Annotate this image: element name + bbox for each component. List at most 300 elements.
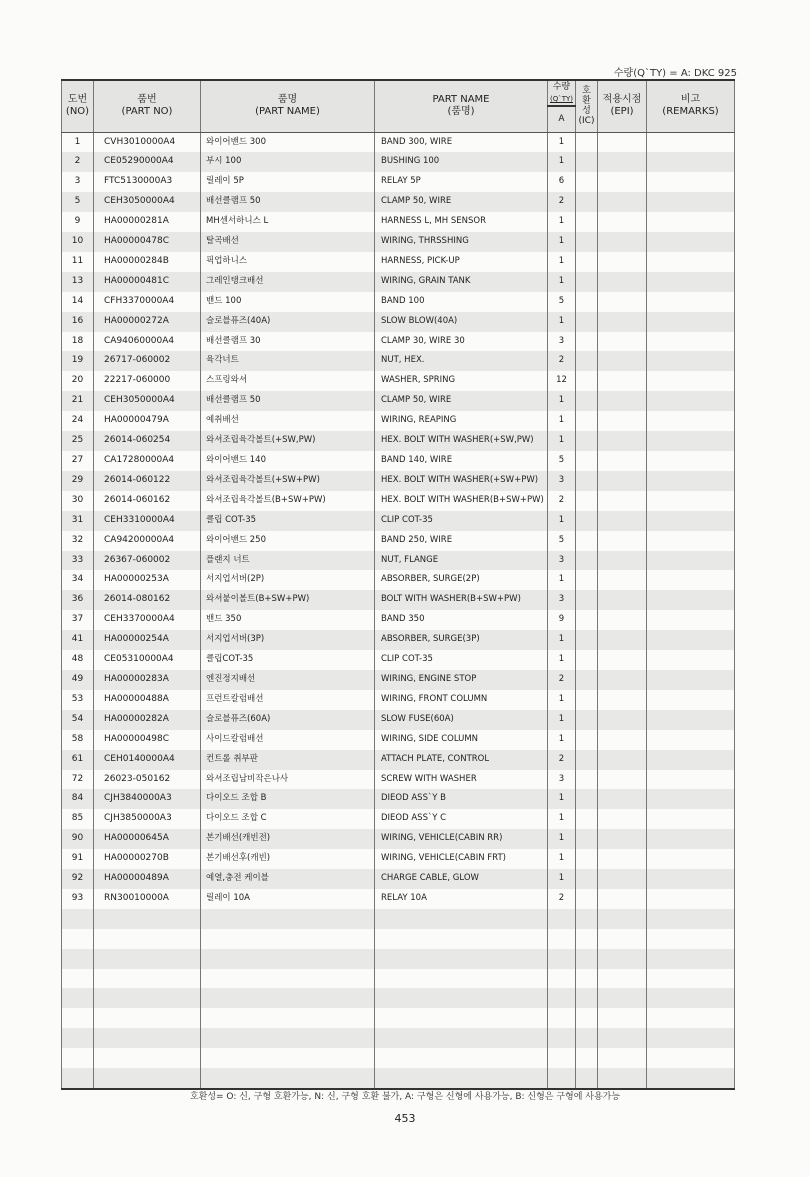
row-part-name-ko: 육각너트 [201, 351, 375, 371]
row-ic [576, 272, 598, 292]
row-remarks [647, 212, 735, 232]
row-qty: 1 [548, 391, 576, 411]
row-part-name-en: CLAMP 50, WIRE [375, 391, 548, 411]
row-qty: 1 [548, 411, 576, 431]
row-qty: 1 [548, 869, 576, 889]
row-no: 91 [62, 849, 94, 869]
row-qty: 1 [548, 511, 576, 531]
row-part-no: CEH3050000A4 [94, 391, 201, 411]
row-ic [576, 988, 598, 1008]
table-row [62, 471, 735, 491]
parts-table-body [62, 132, 735, 1089]
row-part-name-ko [201, 949, 375, 969]
row-part-no: 26367-060002 [94, 551, 201, 571]
row-part-no: HA00000478C [94, 232, 201, 252]
table-row [62, 690, 735, 710]
row-remarks [647, 332, 735, 352]
row-no: 24 [62, 411, 94, 431]
row-no: 30 [62, 491, 94, 511]
row-epi [598, 869, 647, 889]
row-part-no: 26014-080162 [94, 590, 201, 610]
row-part-name-ko [201, 1048, 375, 1068]
row-part-no: CEH0140000A4 [94, 750, 201, 770]
row-no: 14 [62, 292, 94, 312]
row-ic [576, 551, 598, 571]
row-qty: 1 [548, 431, 576, 451]
row-remarks [647, 351, 735, 371]
row-epi [598, 531, 647, 551]
row-epi [598, 969, 647, 989]
row-part-no: 26014-060162 [94, 491, 201, 511]
row-remarks [647, 511, 735, 531]
row-part-name-en: ABSORBER, SURGE(2P) [375, 570, 548, 590]
row-no: 54 [62, 710, 94, 730]
row-no: 29 [62, 471, 94, 491]
row-qty: 1 [548, 809, 576, 829]
row-epi [598, 789, 647, 809]
row-epi [598, 1028, 647, 1048]
row-remarks [647, 152, 735, 172]
row-part-name-en: SLOW FUSE(60A) [375, 710, 548, 730]
row-ic [576, 531, 598, 551]
row-part-name-ko: 클립COT-35 [201, 650, 375, 670]
row-qty [548, 1048, 576, 1068]
row-part-no: 26014-060122 [94, 471, 201, 491]
row-epi [598, 252, 647, 272]
table-row [62, 292, 735, 312]
table-row [62, 750, 735, 770]
row-remarks [647, 411, 735, 431]
row-part-name-ko: 컨트롤 취부판 [201, 750, 375, 770]
row-part-name-en: WIRING, ENGINE STOP [375, 670, 548, 690]
row-epi [598, 710, 647, 730]
row-part-name-en: NUT, HEX. [375, 351, 548, 371]
row-qty: 1 [548, 829, 576, 849]
row-part-no: CEH3310000A4 [94, 511, 201, 531]
row-part-name-ko: 와셔조립육각볼트(+SW+PW) [201, 471, 375, 491]
row-part-no [94, 929, 201, 949]
table-row [62, 1028, 735, 1048]
row-epi [598, 431, 647, 451]
table-row [62, 152, 735, 172]
row-part-name-en: CLIP COT-35 [375, 511, 548, 531]
row-part-name-ko: 와이어밴드 140 [201, 451, 375, 471]
row-remarks [647, 172, 735, 192]
row-no: 37 [62, 610, 94, 630]
row-part-name-en [375, 1008, 548, 1028]
row-qty [548, 988, 576, 1008]
row-epi [598, 949, 647, 969]
row-remarks [647, 949, 735, 969]
row-remarks [647, 192, 735, 212]
row-part-no [94, 949, 201, 969]
row-part-no [94, 969, 201, 989]
row-no: 33 [62, 551, 94, 571]
row-epi [598, 292, 647, 312]
row-qty: 2 [548, 889, 576, 909]
row-part-name-ko: 예취배선 [201, 411, 375, 431]
row-epi [598, 570, 647, 590]
row-qty: 5 [548, 292, 576, 312]
row-part-name-en: SCREW WITH WASHER [375, 770, 548, 790]
table-row [62, 371, 735, 391]
row-part-name-ko: 슬로블퓨즈(60A) [201, 710, 375, 730]
row-remarks [647, 371, 735, 391]
row-ic [576, 451, 598, 471]
row-no: 48 [62, 650, 94, 670]
header-part-no: 품번 (PART NO) [94, 80, 201, 132]
row-remarks [647, 610, 735, 630]
header-part-name-ko: 품명 (PART NAME) [201, 80, 375, 132]
row-part-no: HA00000489A [94, 869, 201, 889]
table-row [62, 1008, 735, 1028]
row-part-name-en: BAND 140, WIRE [375, 451, 548, 471]
row-part-no: HA00000479A [94, 411, 201, 431]
row-no: 49 [62, 670, 94, 690]
row-part-name-en: ABSORBER, SURGE(3P) [375, 630, 548, 650]
row-no: 19 [62, 351, 94, 371]
row-ic [576, 471, 598, 491]
row-remarks [647, 451, 735, 471]
row-remarks [647, 829, 735, 849]
row-no: 72 [62, 770, 94, 790]
row-part-name-ko [201, 969, 375, 989]
row-ic [576, 1048, 598, 1068]
row-part-no [94, 909, 201, 929]
row-no: 10 [62, 232, 94, 252]
row-remarks [647, 1048, 735, 1068]
row-part-name-ko: 릴레이 10A [201, 889, 375, 909]
row-no: 9 [62, 212, 94, 232]
table-row [62, 212, 735, 232]
row-remarks [647, 849, 735, 869]
row-qty [548, 1068, 576, 1089]
row-remarks [647, 988, 735, 1008]
row-remarks [647, 889, 735, 909]
row-part-name-ko: 배선클램프 50 [201, 192, 375, 212]
row-epi [598, 172, 647, 192]
row-part-name-ko: 와셔붙이볼트(B+SW+PW) [201, 590, 375, 610]
row-no: 41 [62, 630, 94, 650]
row-qty: 1 [548, 132, 576, 152]
row-epi [598, 232, 647, 252]
row-remarks [647, 750, 735, 770]
row-part-name-en: DIEOD ASS`Y B [375, 789, 548, 809]
row-part-name-ko: 픽업하니스 [201, 252, 375, 272]
row-ic [576, 750, 598, 770]
row-ic [576, 690, 598, 710]
row-ic [576, 809, 598, 829]
row-no: 27 [62, 451, 94, 471]
row-qty: 3 [548, 332, 576, 352]
row-part-name-en [375, 969, 548, 989]
row-part-no: HA00000272A [94, 312, 201, 332]
row-part-name-en: HEX. BOLT WITH WASHER(+SW+PW) [375, 471, 548, 491]
row-part-name-en: CLIP COT-35 [375, 650, 548, 670]
row-no: 31 [62, 511, 94, 531]
row-epi [598, 272, 647, 292]
table-row [62, 172, 735, 192]
row-ic [576, 431, 598, 451]
row-part-name-en: HEX. BOLT WITH WASHER(+SW,PW) [375, 431, 548, 451]
row-part-name-en [375, 1068, 548, 1089]
table-row [62, 610, 735, 630]
row-part-no: CA94060000A4 [94, 332, 201, 352]
row-remarks [647, 650, 735, 670]
row-epi [598, 630, 647, 650]
row-part-name-en: HARNESS L, MH SENSOR [375, 212, 548, 232]
row-qty: 5 [548, 451, 576, 471]
table-row [62, 730, 735, 750]
row-remarks [647, 909, 735, 929]
table-row [62, 351, 735, 371]
row-ic [576, 670, 598, 690]
row-part-name-en [375, 1028, 548, 1048]
row-epi [598, 491, 647, 511]
row-epi [598, 610, 647, 630]
row-remarks [647, 292, 735, 312]
table-row [62, 431, 735, 451]
row-remarks [647, 570, 735, 590]
row-epi [598, 371, 647, 391]
row-epi [598, 1048, 647, 1068]
row-qty: 1 [548, 789, 576, 809]
row-no [62, 969, 94, 989]
row-remarks [647, 312, 735, 332]
row-part-name-en: RELAY 10A [375, 889, 548, 909]
row-ic [576, 132, 598, 152]
row-remarks [647, 491, 735, 511]
row-part-name-en: WIRING, VEHICLE(CABIN RR) [375, 829, 548, 849]
page-number: 453 [394, 1112, 416, 1125]
table-row [62, 969, 735, 989]
row-ic [576, 192, 598, 212]
row-part-no [94, 988, 201, 1008]
row-qty: 1 [548, 710, 576, 730]
row-epi [598, 590, 647, 610]
row-ic [576, 312, 598, 332]
row-no: 58 [62, 730, 94, 750]
table-row [62, 192, 735, 212]
row-part-no: HA00000253A [94, 570, 201, 590]
row-part-name-ko: 와셔조립남비작은나사 [201, 770, 375, 790]
row-remarks [647, 1028, 735, 1048]
row-part-name-en: CLAMP 30, WIRE 30 [375, 332, 548, 352]
row-qty: 1 [548, 630, 576, 650]
row-ic [576, 232, 598, 252]
row-ic [576, 969, 598, 989]
row-part-name-ko [201, 1028, 375, 1048]
row-part-name-en: NUT, FLANGE [375, 551, 548, 571]
table-row [62, 909, 735, 929]
row-ic [576, 630, 598, 650]
row-qty [548, 969, 576, 989]
row-no [62, 909, 94, 929]
row-epi [598, 889, 647, 909]
table-row [62, 988, 735, 1008]
row-epi [598, 670, 647, 690]
row-ic [576, 829, 598, 849]
row-ic [576, 590, 598, 610]
row-part-name-ko: 밴드 350 [201, 610, 375, 630]
row-part-name-ko: 클립 COT-35 [201, 511, 375, 531]
row-ic [576, 789, 598, 809]
row-epi [598, 770, 647, 790]
row-part-name-en [375, 988, 548, 1008]
row-epi [598, 551, 647, 571]
row-part-name-ko: 프런트칼럼배선 [201, 690, 375, 710]
row-part-name-ko: 그레인탱크배선 [201, 272, 375, 292]
row-part-no: CEH3050000A4 [94, 192, 201, 212]
row-part-name-ko: 와셔조립육각볼트(B+SW+PW) [201, 491, 375, 511]
row-part-name-ko: 슬로블퓨즈(40A) [201, 312, 375, 332]
header-no: 도번 (NO) [62, 80, 94, 132]
row-no: 13 [62, 272, 94, 292]
row-epi [598, 829, 647, 849]
row-remarks [647, 690, 735, 710]
table-row [62, 670, 735, 690]
row-part-name-en: BAND 300, WIRE [375, 132, 548, 152]
row-ic [576, 1068, 598, 1089]
row-no: 1 [62, 132, 94, 152]
row-epi [598, 1008, 647, 1028]
row-part-name-en: BAND 350 [375, 610, 548, 630]
row-epi [598, 849, 647, 869]
row-part-name-ko: 탈곡배선 [201, 232, 375, 252]
row-part-name-en: DIEOD ASS`Y C [375, 809, 548, 829]
row-qty: 1 [548, 252, 576, 272]
row-part-name-en [375, 949, 548, 969]
row-no: 53 [62, 690, 94, 710]
row-no: 61 [62, 750, 94, 770]
table-row [62, 789, 735, 809]
row-part-name-ko [201, 1008, 375, 1028]
row-epi [598, 212, 647, 232]
row-remarks [647, 252, 735, 272]
row-no: 85 [62, 809, 94, 829]
row-no [62, 929, 94, 949]
row-part-name-ko: 배선클램프 50 [201, 391, 375, 411]
row-epi [598, 411, 647, 431]
row-ic [576, 650, 598, 670]
row-qty: 5 [548, 531, 576, 551]
row-ic [576, 252, 598, 272]
row-no: 92 [62, 869, 94, 889]
table-row [62, 272, 735, 292]
row-part-name-ko: 부시 100 [201, 152, 375, 172]
row-ic [576, 351, 598, 371]
row-qty [548, 929, 576, 949]
row-part-name-ko [201, 1068, 375, 1089]
row-part-no: HA00000281A [94, 212, 201, 232]
row-qty: 1 [548, 690, 576, 710]
row-ic [576, 869, 598, 889]
row-no: 11 [62, 252, 94, 272]
row-no: 21 [62, 391, 94, 411]
row-part-name-en: WIRING, FRONT COLUMN [375, 690, 548, 710]
table-row [62, 491, 735, 511]
table-row [62, 312, 735, 332]
row-qty: 6 [548, 172, 576, 192]
row-remarks [647, 770, 735, 790]
row-part-name-ko: 다이오드 조합 B [201, 789, 375, 809]
header-qty-a: A [548, 106, 576, 132]
row-part-no: CJH3840000A3 [94, 789, 201, 809]
row-qty: 1 [548, 730, 576, 750]
row-qty: 12 [548, 371, 576, 391]
row-part-name-ko: 서지업서버(3P) [201, 630, 375, 650]
row-ic [576, 730, 598, 750]
row-ic [576, 570, 598, 590]
row-remarks [647, 670, 735, 690]
parts-table [61, 79, 735, 1090]
row-part-no: CFH3370000A4 [94, 292, 201, 312]
header-ic: 호 환 성 (IC) [576, 80, 598, 132]
row-no: 93 [62, 889, 94, 909]
row-qty [548, 1008, 576, 1028]
row-remarks [647, 730, 735, 750]
row-part-no: FTC5130000A3 [94, 172, 201, 192]
row-part-no: CA17280000A4 [94, 451, 201, 471]
row-part-name-ko: 배선클램프 30 [201, 332, 375, 352]
row-qty [548, 949, 576, 969]
row-ic [576, 949, 598, 969]
row-remarks [647, 1008, 735, 1028]
row-part-name-ko: 예열,충전 케이블 [201, 869, 375, 889]
row-part-name-ko: 본기배선(캐빈전) [201, 829, 375, 849]
row-part-name-ko [201, 909, 375, 929]
row-no: 36 [62, 590, 94, 610]
row-part-name-en: BUSHING 100 [375, 152, 548, 172]
row-epi [598, 1068, 647, 1089]
row-qty: 2 [548, 491, 576, 511]
compatibility-footnote: 호환성= O: 신, 구형 호환가능, N: 신, 구형 호환 불가, A: 구형은 신형에 사용가능, B: 신형은 구형에 사용가능 [189, 1092, 621, 1102]
table-row [62, 650, 735, 670]
row-part-name-ko: 사이드칼럼배선 [201, 730, 375, 750]
row-qty: 3 [548, 551, 576, 571]
row-remarks [647, 590, 735, 610]
row-no: 18 [62, 332, 94, 352]
row-part-name-ko [201, 988, 375, 1008]
row-ic [576, 929, 598, 949]
table-row [62, 929, 735, 949]
table-row [62, 1048, 735, 1068]
row-no: 34 [62, 570, 94, 590]
row-qty: 1 [548, 312, 576, 332]
row-part-name-ko [201, 929, 375, 949]
row-epi [598, 192, 647, 212]
row-qty: 1 [548, 570, 576, 590]
row-part-name-en: BAND 250, WIRE [375, 531, 548, 551]
row-no [62, 949, 94, 969]
row-part-name-en: WIRING, VEHICLE(CABIN FRT) [375, 849, 548, 869]
row-qty: 1 [548, 152, 576, 172]
header-epi: 적용시점 (EPI) [598, 80, 647, 132]
row-epi [598, 809, 647, 829]
row-part-no: HA00000282A [94, 710, 201, 730]
row-part-no: CEH3370000A4 [94, 610, 201, 630]
row-part-no: HA00000645A [94, 829, 201, 849]
row-part-no: HA00000488A [94, 690, 201, 710]
row-part-no: CE05290000A4 [94, 152, 201, 172]
row-no: 16 [62, 312, 94, 332]
row-epi [598, 132, 647, 152]
row-part-name-en: BOLT WITH WASHER(B+SW+PW) [375, 590, 548, 610]
row-part-name-ko: 플랜지 너트 [201, 551, 375, 571]
row-remarks [647, 969, 735, 989]
row-no: 2 [62, 152, 94, 172]
table-row [62, 232, 735, 252]
